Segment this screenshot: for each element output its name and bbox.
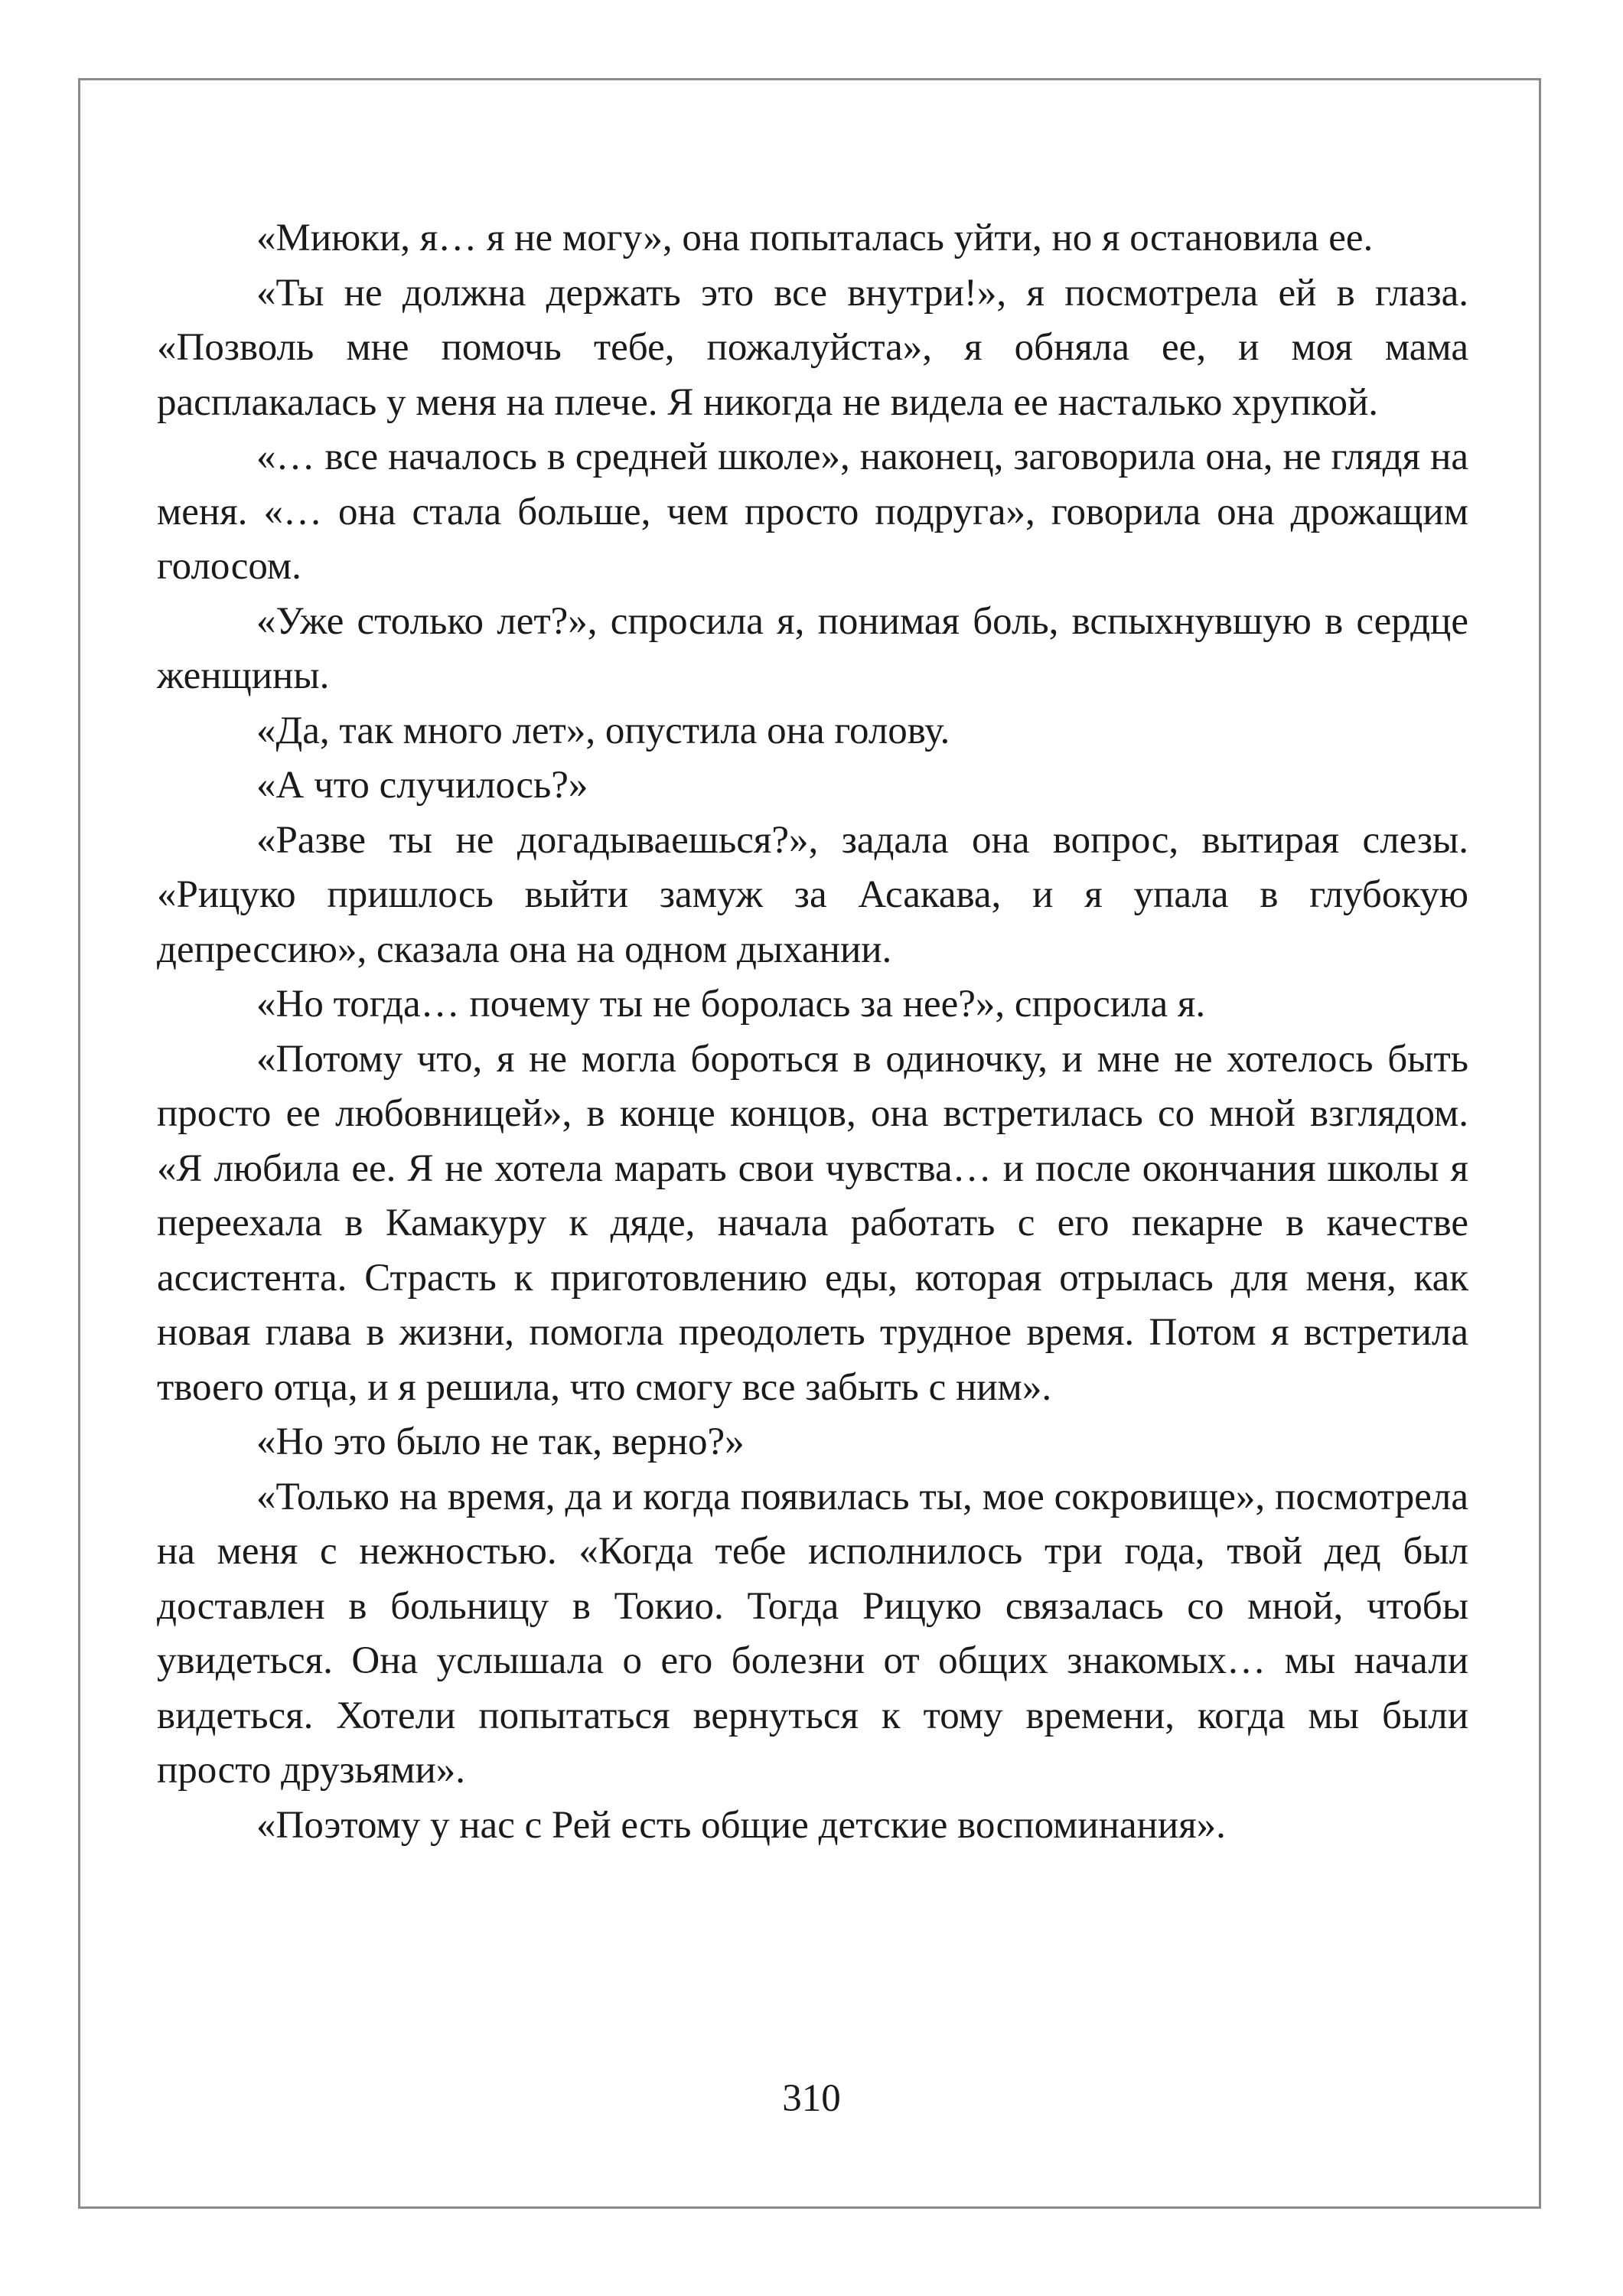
paragraph: «Только на время, да и когда появилась ты, мое сокровище», посмотрела на меня с нежностью. «Когда тебе исполнилось три года, твой дед был доставлен в больницу в Токио. Тогда Рицуко связалась со мной, чтобы увидеться. Она услышала о его болезни от общих знакомых… мы начали видеться. Хотели попытаться вернуться к тому времени, когда мы были просто друзьями».	[157, 1475, 1468, 1792]
paragraph: «… все началось в средней школе», наконец, заговорила она, не глядя на меня. «… она стала больше, чем просто подруга», говорила она дрожащим голосом.	[157, 435, 1468, 588]
body-text	[157, 211, 1468, 1853]
paragraph: «Но тогда… почему ты не боролась за нее?», спросила я.	[256, 983, 1206, 1026]
paragraph: «Ты не должна держать это все внутри!», я посмотрела ей в глаза. «Позволь мне помочь тебе, пожалуйста», я обняла ее, и моя мама расплакалась у меня на плече. Я никогда не видела ее насталько хрупкой.	[157, 271, 1468, 424]
paragraph: «Поэтому у нас с Рей есть общие детские воспоминания».	[256, 1803, 1226, 1847]
page-number: 310	[782, 2077, 841, 2120]
paragraph: «Потому что, я не могла бороться в одиночку, и мне не хотелось быть просто ее любовницей», в конце концов, она встретилась со мной взглядом. «Я любила ее. Я не хотела марать свои чувства… и после окончания школы я переехала в Камакуру к дяде, начала работать с его пекарне в качестве ассистента. Страсть к приготовлению еды, которая отрылась для меня, как новая глава в жизни, помогла преодолеть трудное время. Потом я встретила твоего отца, и я решила, что смогу все забыть с ним».	[157, 1037, 1468, 1409]
paragraph: «Да, так много лет», опустила она голову.	[256, 709, 950, 752]
paragraph: «Уже столько лет?», спросила я, понимая боль, вспыхнувшую в сердце женщины.	[157, 599, 1468, 697]
paragraph: «Миюки, я… я не могу», она попыталась уйти, но я остановила ее.	[256, 217, 1374, 259]
paragraph: «Но это было не так, верно?»	[256, 1420, 745, 1463]
paragraph: «Разве ты не догадываешься?», задала она вопрос, вытирая слезы. «Рицуко пришлось выйти замуж за Асакава, и я упала в глубокую депрессию», сказала она на одном дыхании.	[157, 818, 1468, 971]
paragraph: «А что случилось?»	[256, 764, 588, 807]
